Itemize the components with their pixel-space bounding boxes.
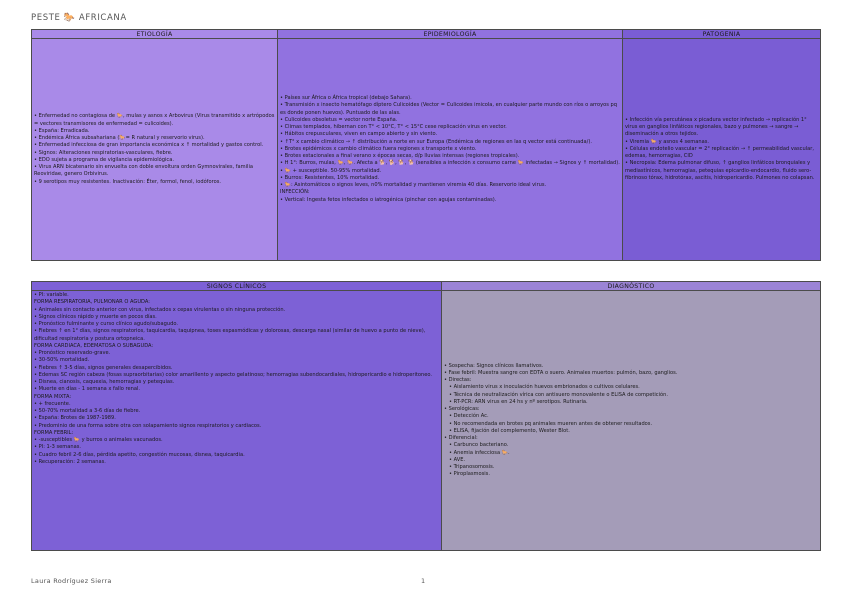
list-item: • RT-PCR: ARN virus en 24 hs y nº serotipos. Rutinaria. xyxy=(449,398,588,405)
header-patogenia: PATOGENIA xyxy=(623,30,821,39)
list-item: • Muerte en días - 1 semana x fallo renal. xyxy=(34,386,141,393)
list-item: • Brotes estacionales a final verano x épocas secas, d/p lluvias intensas (regiones tropicales). xyxy=(280,153,520,160)
list-item: • Burros: Resistentes, 10% mortalidad. xyxy=(280,174,380,181)
list-item: • Enfermedad infecciosa de gran importancia económica x ↑ mortalidad y gastos control. xyxy=(34,142,264,149)
list-item: INFECCIÓN: xyxy=(280,189,310,196)
list-item: FORMA CARDIACA, EDEMATOSA O SUBAGUDA: xyxy=(34,342,154,349)
patogenia-list xyxy=(625,117,818,182)
list-item: • PI: 1-3 semanas. xyxy=(34,444,81,451)
footer-page-number: 1 xyxy=(421,577,426,585)
list-item: • Necropsia: Edema pulmonar difuso, ↑ ganglios linfáticos bronquiales y mediastínicos, hemorragias, petequias epicardio-endocardio, fluido sero-fibrinoso tórax, hidrotórax, ascitis, hidropericardio. Pulmones no colapsan. xyxy=(625,160,815,181)
list-item: • Hábitos crepusculares, viven en campo abierto y sin viento. xyxy=(280,131,438,138)
list-item: • Vertical: Ingesta fetos infectados o iatrogénica (pinchar con agujas contaminadas). xyxy=(280,196,497,203)
list-item: • Transmisión x insecto hematófago díptero Culicoides (Vector = Culicoides imicola, en cualquier parte mundo con ríos o arroyos pq es donde ponen huevos). Puntuado de las alas. xyxy=(280,102,618,116)
list-item: • EDO sujeta a programa de vigilancia epidemiológica. xyxy=(34,156,174,163)
list-item: • + frecuente. xyxy=(34,400,71,407)
list-item: • 9 serotipos muy resistentes. Inactivación: Éter, formol, fenol, iodóforos. xyxy=(34,178,221,185)
list-item: • ELISA, fijación del complemento, Wester Blot. xyxy=(449,427,570,434)
summary-table-2 xyxy=(31,281,821,551)
list-item: • Pronóstico reservado-grave. xyxy=(34,350,111,356)
header-epidemiologia: EPIDEMIOLOGÍA xyxy=(278,30,623,39)
list-item: • Detección Ac. xyxy=(449,413,489,420)
list-item: • 50-70% mortalidad a 3-6 días de fiebre. xyxy=(34,408,141,414)
list-item: • Animales sin contacto anterior con virus, infectados x cepas virulentas o sin ninguna protección. xyxy=(34,306,286,313)
list-item: • España: Erradicada. xyxy=(34,127,90,134)
list-item: • Diferencial: xyxy=(444,435,478,441)
cell-epidemiologia xyxy=(278,39,623,261)
list-item: • Signos clínicos rápido y muerte en pocos días. xyxy=(34,313,157,320)
cell-signos-clinicos xyxy=(32,291,442,551)
list-item: FORMA RESPIRATORIA, PULMONAR O AGUDA: xyxy=(34,299,150,306)
list-item: • 🐎: Asintomáticos o signos leves, n0% mortalidad y mantienen viremia 40 días. Reservorio ideal virus. xyxy=(280,182,547,189)
list-item: • Fiebres ↑ 3-5 días, signos generales desapercibidos. xyxy=(34,364,173,371)
list-item: • Enfermedad no contagiosa de 🐎, mulas y asnos x Arbovirus (Virus transmitido x artrópodos = vectores transmisores de enfermedad = culicoides). xyxy=(34,113,275,127)
cell-diagnostico xyxy=(442,291,821,551)
page-title-suffix: AFRICANA xyxy=(78,13,127,23)
list-item: • PI: variable. xyxy=(34,292,69,298)
list-item: • Aislamiento virus x inoculación huevos embrionados o cultivos celulares. xyxy=(449,384,640,391)
list-item: • Carbunco bacteriano. xyxy=(449,442,509,449)
list-item: • Directas: xyxy=(444,377,472,383)
page-title xyxy=(31,13,127,23)
footer-author: Laura Rodríguez Sierra xyxy=(31,577,112,585)
list-item: FORMA MIXTA: xyxy=(34,393,72,400)
list-item: • Virus ARN bicatenario sin envuelta con doble envoltura orden Gymnovirales, familia Reoviridae, genero Orbivirus. xyxy=(34,164,253,178)
etiologia-list xyxy=(34,113,275,186)
list-item: • Signos: Alteraciones respiratorias-vasculares, fiebre. xyxy=(34,149,173,156)
list-item: • Anemia infecciosa 🐎. xyxy=(449,449,510,456)
list-item: • Disnea, cianosis, caquexia, hemorragias y petequias. xyxy=(34,379,175,385)
list-item: • Endémica África subsahariana (🐎= R natural y reservorio virus). xyxy=(34,135,205,141)
list-item: • Serológicas: xyxy=(444,406,480,412)
list-item: • Recuperación: 2 semanas. xyxy=(34,458,106,465)
header-etiologia: ETIOLOGÍA xyxy=(32,30,278,39)
list-item: • Predominio de una forma sobre otra con solapamiento signos respiratorios y cardiacos. xyxy=(34,422,262,429)
cell-patogenia xyxy=(623,39,821,261)
list-item: • Países sur África o África tropical (debajo Sahara). xyxy=(280,95,412,102)
list-item: • Viremia 🐎 y asnos 4 semanas. xyxy=(625,138,709,145)
list-item: • Culicoides obsoletus = vector norte España. xyxy=(280,116,398,123)
list-item: • Pronóstico fulminante y curso clínico agudo/subagudo. xyxy=(34,321,178,327)
horse-icon: 🐎 xyxy=(63,13,76,23)
cell-etiologia xyxy=(32,39,278,261)
list-item: • AVE. xyxy=(449,456,466,463)
header-signos-clinicos: SIGNOS CLÍNICOS xyxy=(32,282,442,291)
signos-list xyxy=(34,292,439,466)
list-item: • 🐎 + susceptible. 50-95% mortalidad. xyxy=(280,167,382,174)
list-item: • Fiebres ↑ en 1° días, signos respiratorios, taquicardia, taquipnea, toses espasmódicas y dolorosas, descarga nasal (similar de huevo a punto de nieve), dificultad respiratoria y postura ortopneica. xyxy=(34,328,426,342)
list-item: • Técnica de neutralización vírica con antisuero monovalente o ELISA de competición. xyxy=(449,391,668,398)
list-item: • Edemas SC región cabeza (fosas supraorbitarias) color amarillento y aspecto gelatinoso; hemorragias subendocardiales, hidropericardio e hidroperitoneo. xyxy=(34,371,432,378)
diagnostico-list xyxy=(444,363,818,479)
list-item: • Sospecha: Signos clínicos llamativos. xyxy=(444,362,544,369)
summary-table-1 xyxy=(31,29,821,261)
list-item: • Células endotelio vascular = 2° replicación → ↑ permeabilidad vascular, edemas, hemorragias, CID xyxy=(625,145,814,160)
list-item: • Fase febril: Muestra sangre con EDTA o suero. Animales muertos: pulmón, bazo, ganglios. xyxy=(444,369,678,376)
list-item: • 30-50% mortalidad. xyxy=(34,357,90,364)
list-item: • Tripanosomosis. xyxy=(449,464,495,470)
list-item: FORMA FEBRIL: xyxy=(34,429,74,436)
page-title-text: PESTE xyxy=(31,13,61,23)
list-item: • H 1°: Burros, mulas, 🐎, 🐎. Afecta a 🐕, 🐕, 🐕, 🐕 (sensibles a infección x consumo carne 🐎 infectadas → Signos y ↑ mortalidad). xyxy=(280,160,620,167)
list-item: • Climas templados, hibernan con T° < 10°C, T° < 15°C cese replicación virus en vector. xyxy=(280,124,507,131)
list-item: • No recomendada en brotes pq animales mueren antes de obtener resultados. xyxy=(449,420,653,427)
list-item: • Brotes epidémicos x cambio climático fuera regiones x transporte x viento. xyxy=(280,145,477,152)
list-item: • Cuadro febril 2-6 días, pérdida apetito, congestión mucosas, disnea, taquicardia. xyxy=(34,451,245,458)
epidemiologia-list xyxy=(280,95,620,204)
list-item: • España: Brotes de 1987-1989. xyxy=(34,415,116,422)
list-item: • Infección vía percutánea x picadura vector infectado → replicación 1° virus en ganglios linfáticos regionales, bazo y pulmones → sangre → diseminación a otros tejidos. xyxy=(625,116,807,138)
list-item: • -susceptibles 🐎 y burros o animales vacunados. xyxy=(34,437,163,443)
list-item: • ↑T° x cambio climático → ↑ distribución a norte en sur Europa (Endémica de regiones en las q vector está continuada/). xyxy=(280,138,592,145)
header-diagnostico: DIAGNÓSTICO xyxy=(442,282,821,291)
list-item: • Piroplasmosis. xyxy=(449,471,490,478)
